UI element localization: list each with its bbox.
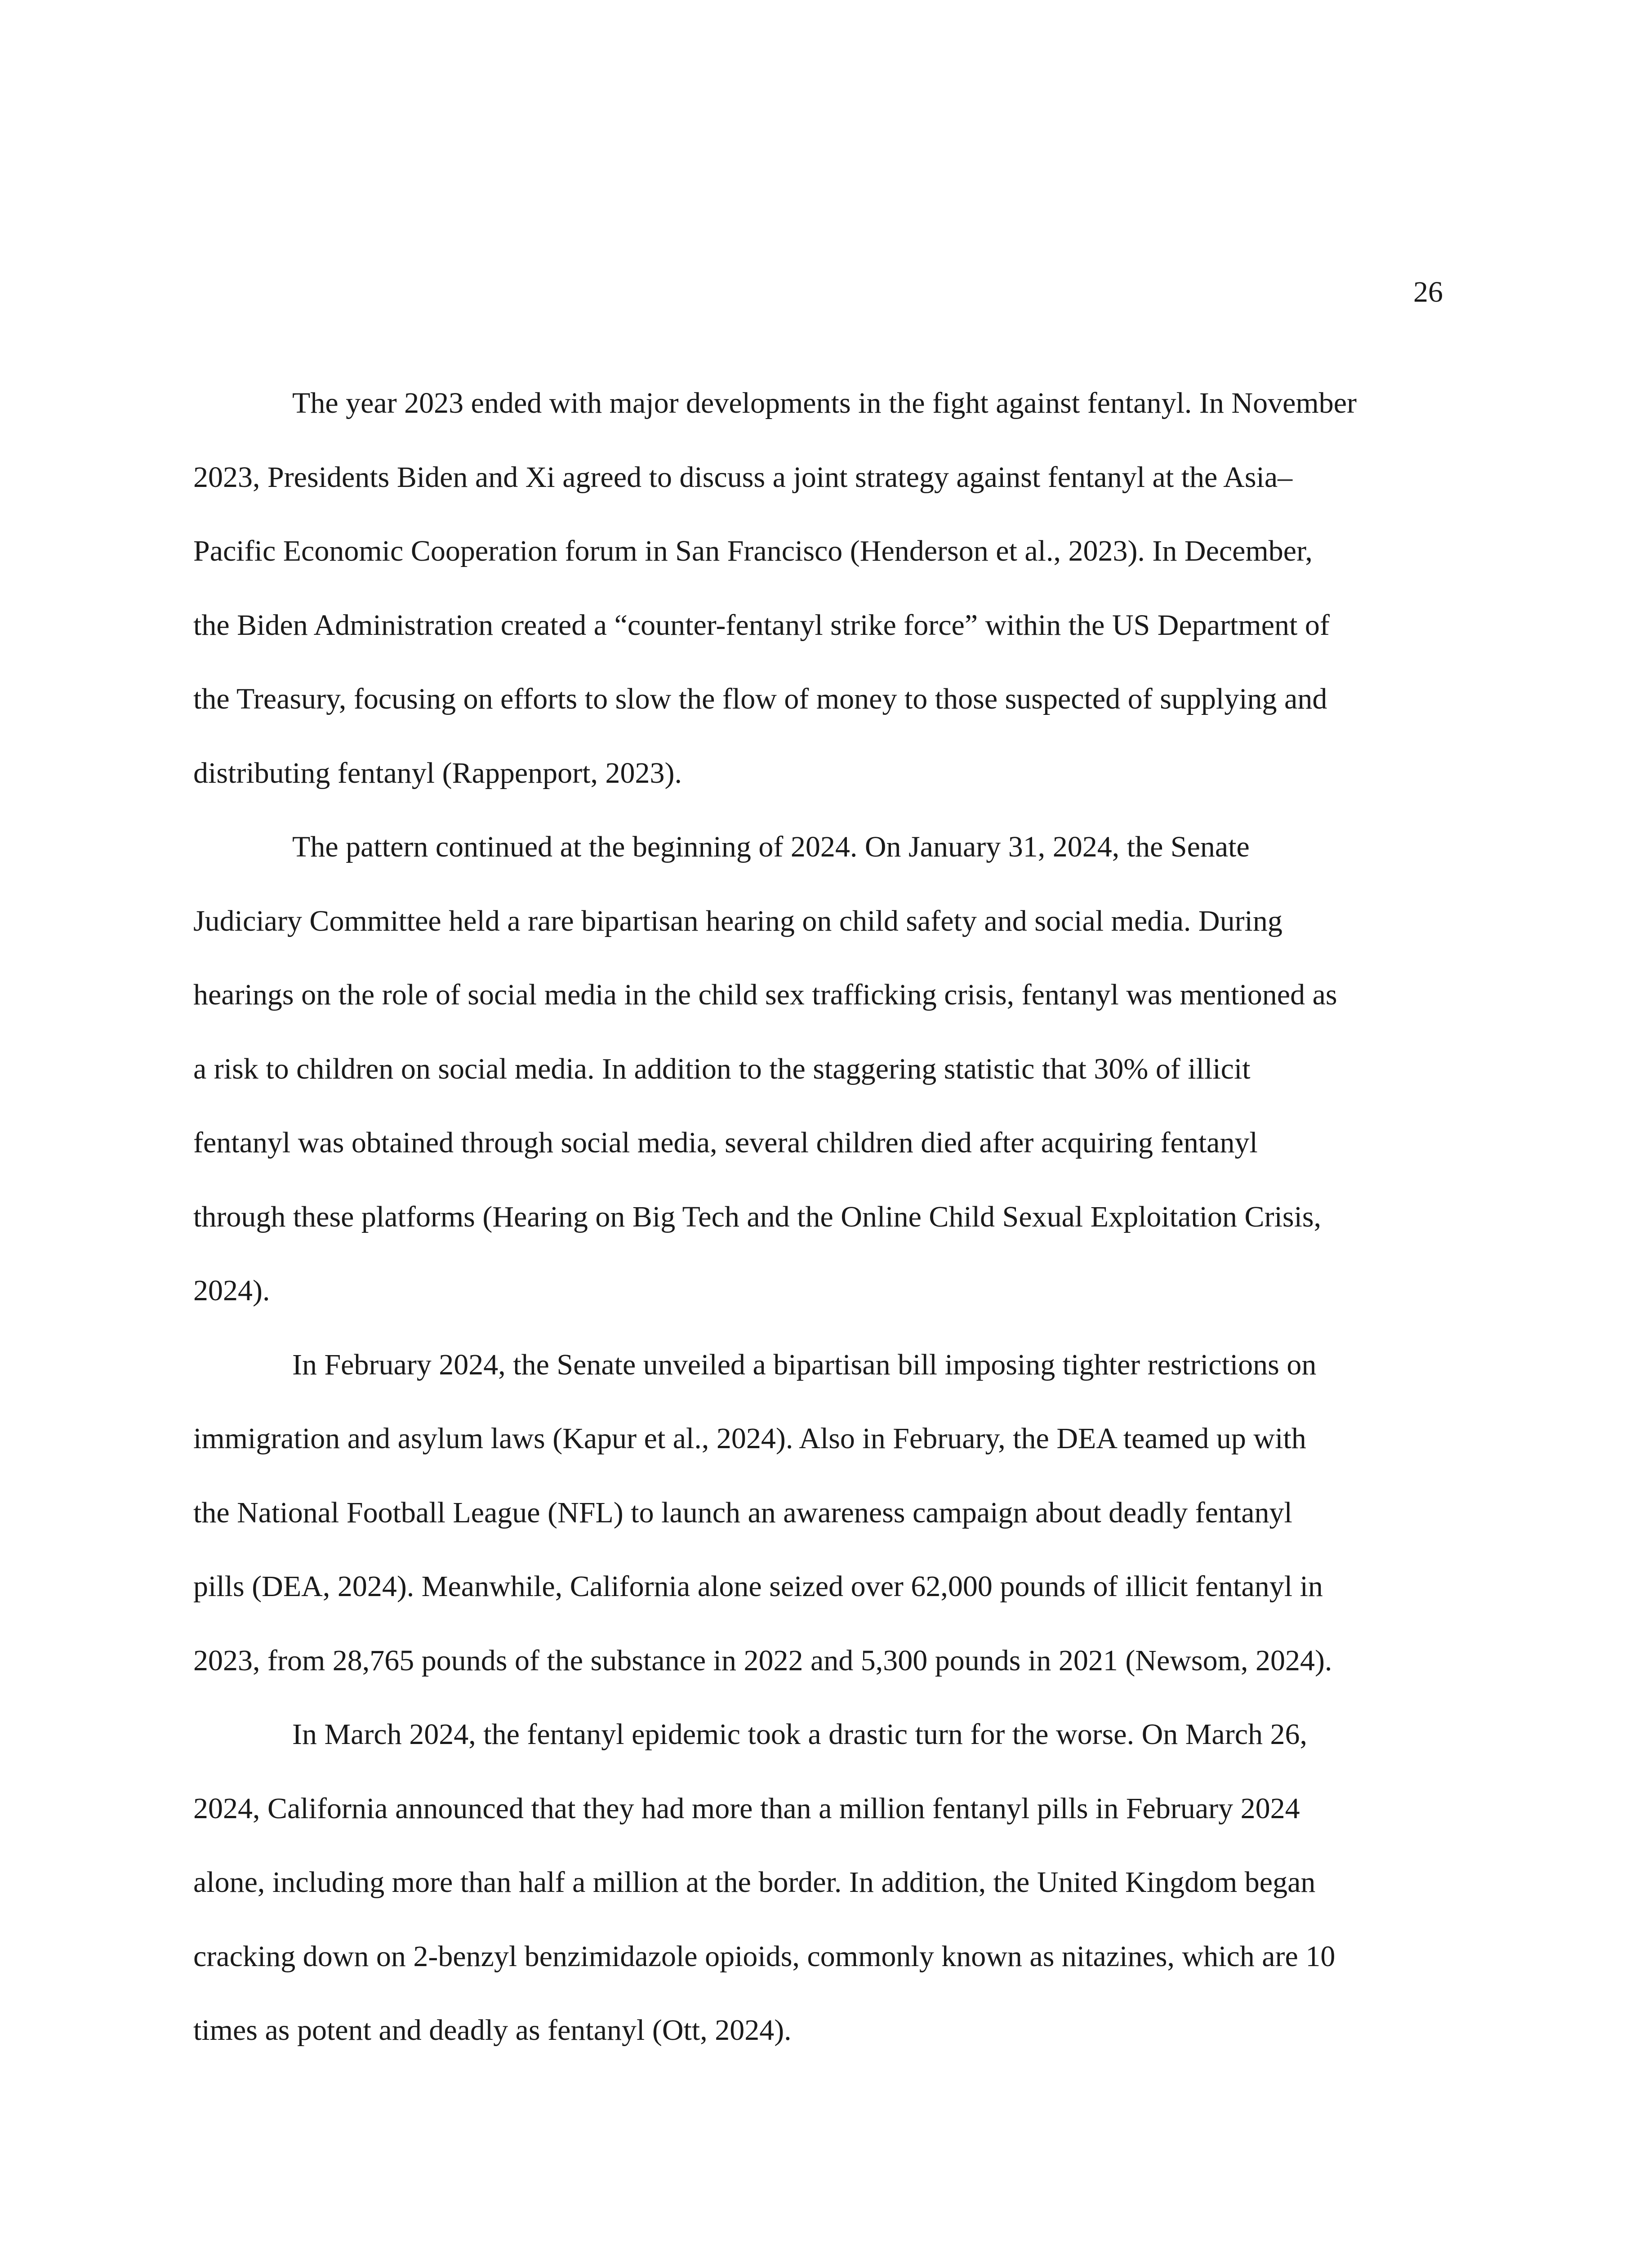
paragraph-line: distributing fentanyl (Rappenport, 2023).: [193, 756, 682, 789]
paragraph-line: immigration and asylum laws (Kapur et al., 2024). Also in February, the DEA teamed up with: [193, 1422, 1306, 1455]
paragraph-line: In February 2024, the Senate unveiled a bipartisan bill imposing tighter restrictions on: [292, 1348, 1317, 1381]
page-number: 26: [1413, 276, 1443, 308]
paragraph-line: through these platforms (Hearing on Big Tech and the Online Child Sexual Exploitation Crisis,: [193, 1200, 1322, 1233]
body-text: [193, 366, 1452, 2068]
paragraph-line: The pattern continued at the beginning of 2024. On January 31, 2024, the Senate: [292, 830, 1250, 863]
paragraph-line: fentanyl was obtained through social media, several children died after acquiring fentanyl: [193, 1126, 1258, 1159]
paragraph-line: times as potent and deadly as fentanyl (Ott, 2024).: [193, 2014, 792, 2047]
paragraph-line: the Biden Administration created a “counter-fentanyl strike force” within the US Department of: [193, 608, 1330, 642]
paragraph-line: hearings on the role of social media in the child sex trafficking crisis, fentanyl was mentioned as: [193, 978, 1337, 1011]
paragraph-line: Pacific Economic Cooperation forum in San Francisco (Henderson et al., 2023). In December,: [193, 535, 1313, 567]
paragraph-line: The year 2023 ended with major developments in the fight against fentanyl. In November: [292, 387, 1357, 419]
paragraph-line: a risk to children on social media. In addition to the staggering statistic that 30% of illicit: [193, 1052, 1251, 1085]
paragraph-line: alone, including more than half a million at the border. In addition, the United Kingdom began: [193, 1866, 1316, 1899]
paragraph-march-2024: [193, 1698, 1452, 2068]
paragraph-2023-developments: [193, 366, 1452, 810]
paragraph-line: the National Football League (NFL) to launch an awareness campaign about deadly fentanyl: [193, 1496, 1292, 1529]
paragraph-line: 2023, Presidents Biden and Xi agreed to discuss a joint strategy against fentanyl at the Asia–: [193, 460, 1293, 494]
paragraph-line: 2023, from 28,765 pounds of the substance in 2022 and 5,300 pounds in 2021 (Newsom, 2024).: [193, 1644, 1332, 1677]
paragraph-line: the Treasury, focusing on efforts to slow the flow of money to those suspected of supplying and: [193, 682, 1327, 715]
paragraph-line: Judiciary Committee held a rare bipartisan hearing on child safety and social media. During: [193, 904, 1282, 937]
paragraph-line: In March 2024, the fentanyl epidemic took a drastic turn for the worse. On March 26,: [292, 1718, 1307, 1751]
paragraph-line: 2024).: [193, 1274, 270, 1307]
paragraph-line: pills (DEA, 2024). Meanwhile, California alone seized over 62,000 pounds of illicit fentanyl in: [193, 1570, 1323, 1603]
paragraph-early-2024: [193, 810, 1452, 1328]
paragraph-line: 2024, California announced that they had more than a million fentanyl pills in February 2024: [193, 1792, 1300, 1825]
paragraph-february-2024: [193, 1328, 1452, 1698]
paragraph-line: cracking down on 2-benzyl benzimidazole opioids, commonly known as nitazines, which are 10: [193, 1940, 1336, 1973]
